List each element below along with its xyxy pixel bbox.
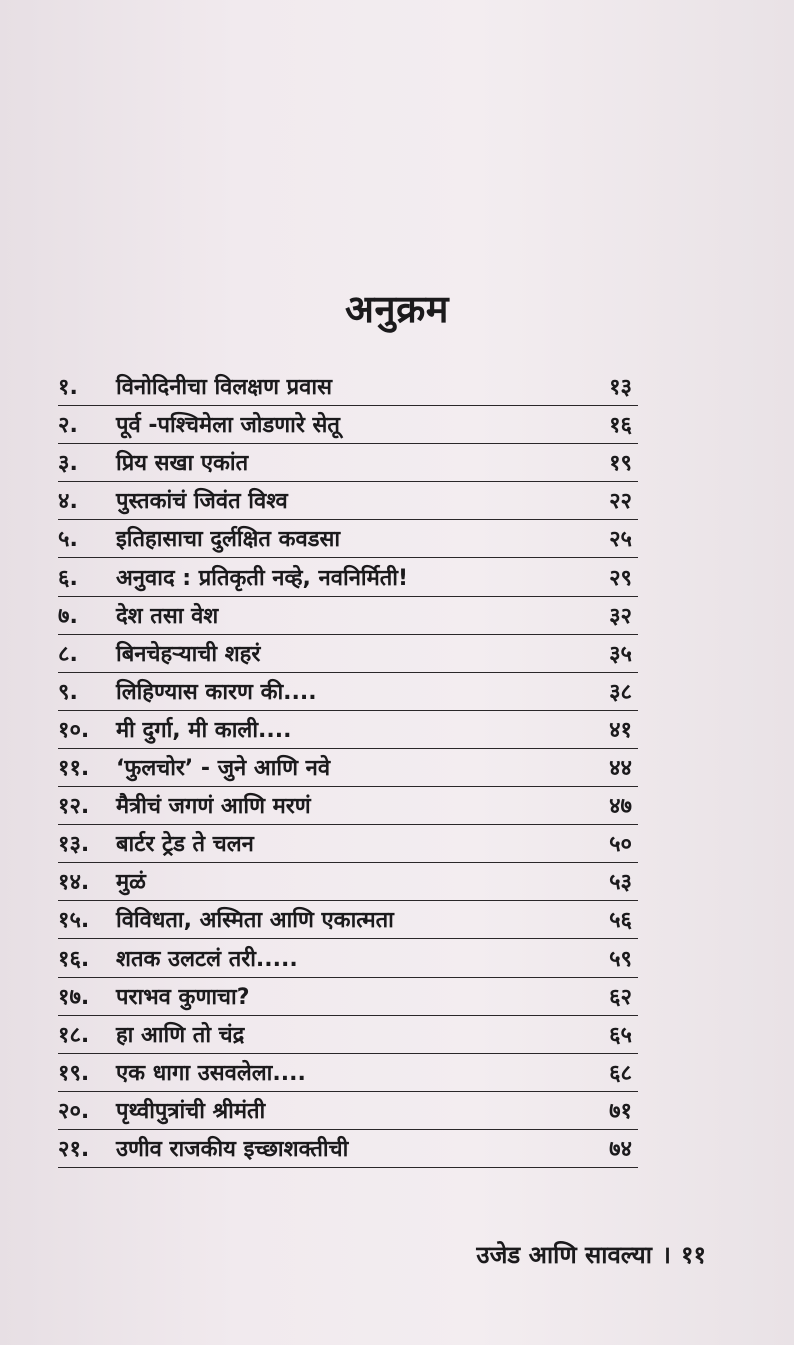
toc-entry-page: ५९: [609, 946, 632, 972]
toc-entry-number: १५.: [58, 908, 90, 934]
toc-entry-title: उणीव राजकीय इच्छाशक्तीची: [116, 1136, 349, 1162]
footer-page-number: ११: [681, 1241, 706, 1269]
table-of-contents: [58, 368, 638, 1168]
toc-entry-number: १४.: [58, 870, 90, 896]
toc-entry-number: ७.: [58, 603, 78, 629]
toc-entry: [58, 1054, 638, 1092]
toc-entry-number: ११.: [58, 756, 90, 782]
toc-entry-page: ३८: [609, 679, 632, 705]
toc-entry-page: ७४: [609, 1136, 632, 1162]
toc-entry-number: ४.: [58, 489, 78, 515]
toc-entry-title: शतक उलटलं तरी.....: [116, 946, 298, 972]
toc-entry-number: ९.: [58, 679, 78, 705]
toc-entry-number: २१.: [58, 1136, 90, 1162]
toc-entry: [58, 673, 638, 711]
toc-entry-title: अनुवाद : प्रतिकृती नव्हे, नवनिर्मिती!: [116, 565, 409, 591]
toc-entry-number: १९.: [58, 1060, 90, 1086]
toc-entry-page: ६५: [609, 1022, 632, 1048]
toc-entry-number: ८.: [58, 641, 78, 667]
toc-entry-title: विविधता, अस्मिता आणि एकात्मता: [116, 908, 394, 934]
toc-entry-number: १.: [58, 375, 78, 401]
toc-entry: [58, 1016, 638, 1054]
toc-entry: [58, 444, 638, 482]
toc-entry-number: २०.: [58, 1098, 90, 1124]
toc-entry-page: ३५: [609, 641, 632, 667]
toc-entry: [58, 901, 638, 939]
toc-entry: [58, 368, 638, 406]
toc-entry-title: मी दुर्गा, मी काली....: [116, 717, 292, 743]
toc-entry: [58, 978, 638, 1016]
toc-entry-page: १६: [609, 413, 632, 439]
page-footer: [476, 1238, 706, 1271]
toc-entry-title: बार्टर ट्रेड ते चलन: [116, 832, 254, 858]
toc-entry: [58, 1092, 638, 1130]
toc-entry-title: प्रिय सखा एकांत: [116, 451, 249, 477]
toc-entry-number: ६.: [58, 565, 78, 591]
toc-entry-page: २२: [609, 489, 632, 515]
toc-entry: [58, 558, 638, 596]
toc-entry-title: पृथ्वीपुत्रांची श्रीमंती: [116, 1098, 266, 1124]
toc-entry-page: ३२: [609, 603, 632, 629]
toc-entry-title: बिनचेहऱ्याची शहरं: [116, 641, 261, 667]
toc-entry-page: ६८: [609, 1060, 632, 1086]
toc-entry-page: ५०: [609, 832, 632, 858]
toc-entry-number: ३.: [58, 451, 78, 477]
toc-entry-page: २९: [609, 565, 632, 591]
toc-entry-title: हा आणि तो चंद्र: [116, 1022, 245, 1048]
toc-entry: [58, 787, 638, 825]
page-title: अनुक्रम: [344, 287, 450, 331]
toc-entry-page: ४४: [609, 756, 632, 782]
toc-entry-number: १७.: [58, 984, 90, 1010]
toc-entry-title: इतिहासाचा दुर्लक्षित कवडसा: [116, 527, 341, 553]
toc-entry: [58, 482, 638, 520]
toc-entry-title: लिहिण्यास कारण की....: [116, 679, 317, 705]
toc-entry-page: १३: [609, 375, 632, 401]
toc-entry-title: एक धागा उसवलेला....: [116, 1060, 306, 1086]
toc-entry: [58, 1130, 638, 1168]
toc-entry-page: ६२: [609, 984, 632, 1010]
toc-entry-number: २.: [58, 413, 78, 439]
toc-entry-title: पूर्व -पश्चिमेला जोडणारे सेतू: [116, 413, 340, 439]
toc-entry-title: ‘फुलचोर’ - जुने आणि नवे: [116, 756, 331, 782]
toc-entry-page: ४१: [609, 717, 632, 743]
toc-entry-title: पुस्तकांचं जिवंत विश्व: [116, 489, 288, 515]
footer-book-title: उजेड आणि सावल्या: [476, 1241, 652, 1269]
toc-entry-page: ५३: [609, 870, 632, 896]
toc-entry: [58, 749, 638, 787]
toc-entry-number: १३.: [58, 832, 90, 858]
toc-entry-title: विनोदिनीचा विलक्षण प्रवास: [116, 375, 332, 401]
toc-entry-title: पराभव कुणाचा?: [116, 984, 250, 1010]
toc-entry-number: १६.: [58, 946, 90, 972]
toc-entry-page: ७१: [609, 1098, 632, 1124]
toc-entry-number: १०.: [58, 717, 90, 743]
toc-entry: [58, 711, 638, 749]
toc-entry-title: मुळं: [116, 870, 146, 896]
toc-entry-page: ५६: [609, 908, 632, 934]
toc-entry: [58, 939, 638, 977]
toc-entry-number: १२.: [58, 794, 90, 820]
footer-separator: ।: [661, 1241, 672, 1269]
toc-entry: [58, 825, 638, 863]
toc-entry-number: ५.: [58, 527, 78, 553]
toc-entry: [58, 635, 638, 673]
toc-entry-title: मैत्रीचं जगणं आणि मरणं: [116, 794, 311, 820]
toc-entry-page: ४७: [609, 794, 632, 820]
toc-entry: [58, 863, 638, 901]
toc-entry: [58, 406, 638, 444]
toc-entry-number: १८.: [58, 1022, 90, 1048]
toc-entry: [58, 597, 638, 635]
toc-entry-title: देश तसा वेश: [116, 603, 219, 629]
toc-entry-page: २५: [609, 527, 632, 553]
toc-entry-page: १९: [609, 451, 632, 477]
toc-entry: [58, 520, 638, 558]
